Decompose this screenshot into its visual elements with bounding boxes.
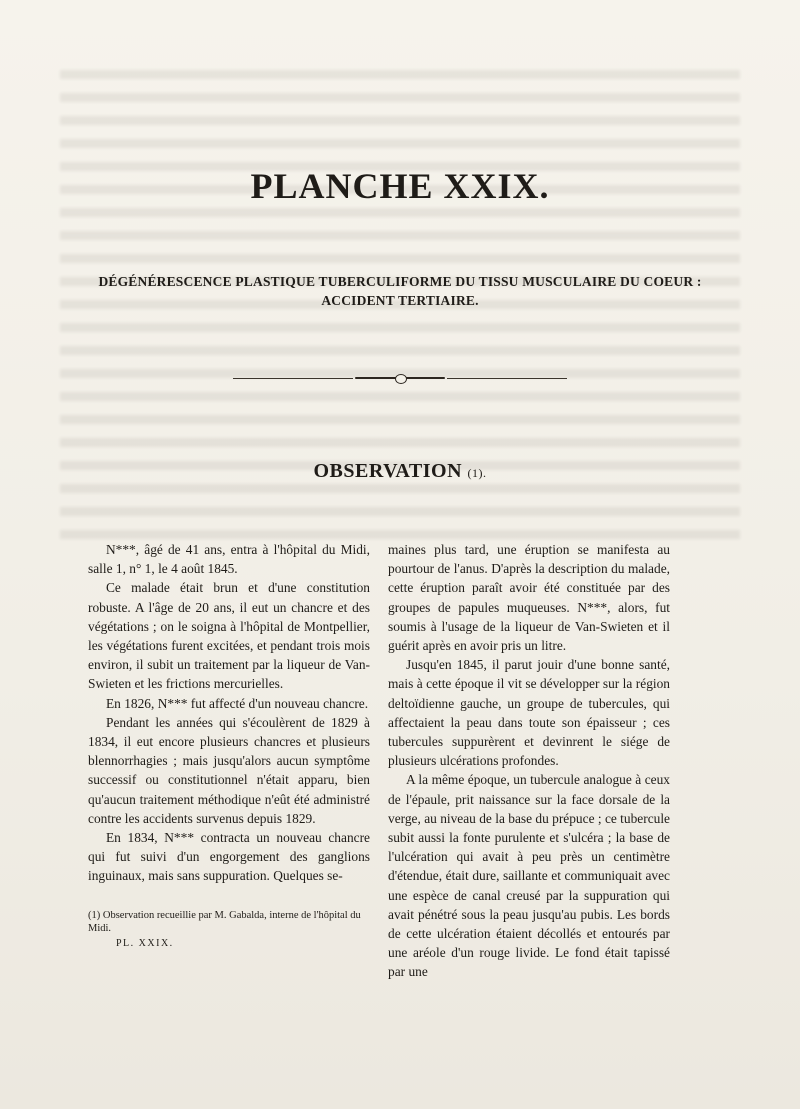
text-column-right: [388, 540, 670, 982]
footnote: (1) Observation recueillie par M. Gabalda, interne de l'hôpital du Midi.: [88, 910, 361, 934]
plate-subtitle: DÉGÉNÉRESCENCE PLASTIQUE TUBERCULIFORME DU TISSU MUSCULAIRE DU COEUR : ACCIDENT TERTIAIRE.: [98, 274, 702, 308]
plate-title: PLANCHE XXIX.: [250, 166, 550, 206]
text-column-left: [88, 540, 370, 886]
paragraph: N***, âgé de 41 ans, entra à l'hôpital du Midi, salle 1, n° 1, le 4 août 1845.: [88, 542, 370, 577]
paragraph: Jusqu'en 1845, il parut jouir d'une bonne santé, mais à cette époque il vit se développer sur la région deltoïdienne gauche, un groupe de tubercules, qui affectaient la peau dans toute son épaisseur ; ces tubercules suppurèrent et devinrent le siége de plusieurs ulcérations profondes.: [388, 657, 670, 769]
observation-footnote-ref: (1).: [467, 466, 487, 480]
paragraph: A la même époque, un tubercule analogue à ceux de l'épaule, prit naissance sur la face dorsale de la verge, au niveau de la base du prépuce ; ce tubercule subit aussi la fonte purulente et s'ulcéra ; la base de l'ulcération qui avait à peu près un centimètre d'étendue, était dure, saillante et communiquait avec une espèce de canal creusé par la suppuration qui avait pénétré sous la peau jusqu'au pubis. Les bords de cette ulcération étaient décollés et entourés par une aréole d'un rouge livide. Le fond était tapissé par une: [388, 772, 670, 980]
observation-heading-text: OBSERVATION: [313, 460, 463, 482]
divider-line-right: [447, 378, 567, 379]
divider-line-left: [233, 378, 353, 379]
ornamental-divider: [0, 376, 800, 380]
observation-heading: [0, 460, 800, 483]
paragraph: maines plus tard, une éruption se manifesta au pourtour de l'anus. D'après la description du malade, cette éruption paraît avoir été constituée par des groupes de papules muqueuses. N***, alors, fut soumis à l'usage de la liqueur de Van-Swieten et il guérit après en avoir pris un litre.: [388, 542, 670, 654]
plate-signature-mark: PL. XXIX.: [116, 938, 174, 949]
paragraph: En 1834, N*** contracta un nouveau chancre qui fut suivi d'un engorgement des ganglions inguinaux, mais sans suppuration. Quelques se-: [88, 830, 370, 884]
divider-flourish: [355, 376, 445, 380]
paragraph: Pendant les années qui s'écoulèrent de 1829 à 1834, il eut encore plusieurs chancres et plusieurs blennorrhagies ; mais jusqu'alors aucun symptôme successif ou constitutionnel n'était apparu, bien qu'aucun traitement méthodique n'eût été administré contre les accidents survenus depuis 1829.: [88, 714, 370, 826]
paragraph: En 1826, N*** fut affecté d'un nouveau chancre.: [106, 695, 369, 711]
paragraph: Ce malade était brun et d'une constitution robuste. A l'âge de 20 ans, il eut un chancre et des végétations ; on le soigna à l'hôpital de Montpellier, les végétations furent excitées, et pendant trois mois environ, il subit un traitement par la liqueur de Van-Swieten et les frictions mercurielles.: [88, 580, 370, 692]
